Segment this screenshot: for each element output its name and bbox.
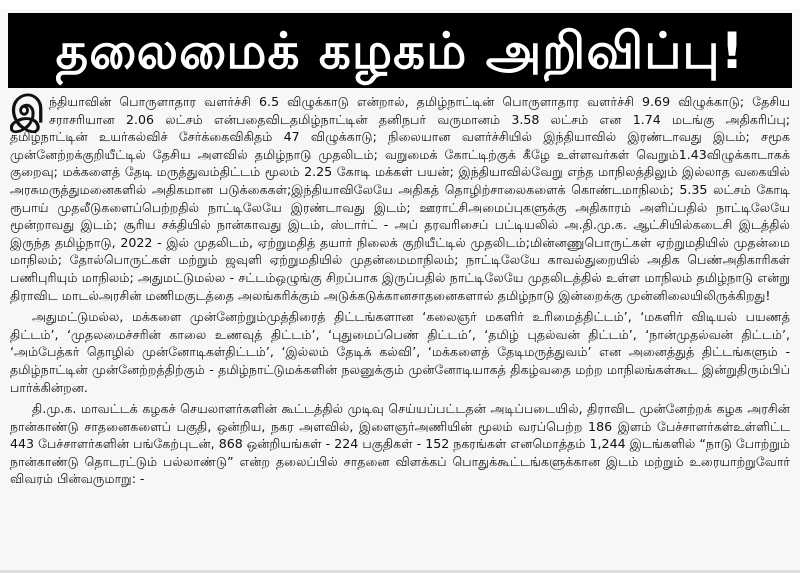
top-strip	[0, 0, 800, 9]
drop-cap: இ	[10, 93, 46, 131]
headline-title: தலைமைக் கழகம் அறிவிப்பு!	[55, 21, 745, 80]
article-paragraph-2: அதுமட்டுமல்ல, மக்களை முன்னேற்றும்முத்திரைத் திட்டங்களான ‘கலைஞர் மகளிர் உரிமைத்திட்டம்’, ‘மகளிர் விடியல் பயணத் திட்டம்’, ‘முதலமைச்சரின் காலை உணவுத் திட்டம்’, ‘புதுமைப்பெண் திட்டம்’, ‘தமிழ் புதல்வன் திட்டம்’, ‘நான்முதல்வன் திட்டம்’, ‘அம்பேத்கர் தொழில் முன்னோடிகள்திட்டம்’, ‘இல்லம் தேடிக் கல்வி’, ‘மக்களைத் தேடிமருத்துவம்’ என அனைத்துத் திட்டங்களும் - தமிழ்நாட்டின் முன்னேற்றத்திற்கும் - தமிழ்நாட்டுமக்களின் நலனுக்கும் முன்னோடியாகத் திகழ்வதை மற்ற மாநிலங்கள்கூட இன்றுதிரும்பிப் பார்க்கின்றன.	[10, 309, 790, 395]
paragraph-1-text: ந்தியாவின் பொருளாதார வளர்ச்சி 6.5 விழுக்காடு என்றால், தமிழ்நாட்டின் பொருளாதார வளர்ச்சி 9.69 விழுக்காடு; தேசிய சராசரியான 2.06 லட்சம் என்பதைவிடதமிழ்நாட்டின் தனிநபர் வருமானம் 3.58 லட்சம் என 1.74 மடங்கு அதிகரிப்பு; தமிழ்நாட்டின் உயர்கல்விச் சேர்க்கைவிகிதம் 47 விழுக்காடு; நிலையான வளர்ச்சியில் இந்தியாவில் இரண்டாவது இடம்; சமூக முன்னேற்றக்குறியீட்டில் தேசிய அளவில் தமிழ்நாடு முதலிடம்; வறுமைக் கோட்டிற்குக் கீழே உள்ளவர்கள் வெறும்1.43விழுக்காடாகக் குறைவு; மக்களைத் தேடி மருத்துவம்திட்டம் மூலம் 2.25 கோடி மக்கள் பயன்; இந்தியாவில்வேறு எந்த மாநிலத்திலும் இல்லாத வகையில் அரசுமருத்துமனைகளில் அதிகமான படுக்கைகள்;இந்தியாவிலேயே அதிகத் தொழிற்சாலைகளைக் கொண்டமாநிலம்; 5.35 லட்சம் கோடி ரூபாய் முதலீடுகளைப்பெற்றதில் நாட்டிலேயே இரண்டாவது இடம்; ஊராட்சிஅமைப்புகளுக்கு அதிகாரம் அளிப்பதில் நாட்டிலேயே மூன்றாவது இடம்; சூரிய சக்தியில் நான்காவது இடம், ஸ்டார்ட் - அப் தரவரிசைப் பட்டியலில் அ.தி.மு.க. ஆட்சியில்கடைசி இடத்தில் இருந்த தமிழ்நாடு, 2022 - இல் முதலிடம், ஏற்றுமதித் தயார் நிலைக் குறியீட்டில் முதலிடம்;மின்னணுபொருட்கள் ஏற்றுமதியில் முதன்மை மாநிலம்; தோல்பொருட்கள் மற்றும் ஜவுளி ஏற்றுமதியில் முதன்மைமாநிலம்; நாட்டிலேயே காவல்துறையில் அதிக பெண்அதிகாரிகள் பணிபுரியும் மாநிலம்; அதுமட்டுமல்ல - சட்டம்ஒழுங்கு சிறப்பாக இருப்பதில் நாட்டிலேயே முதலிடத்தில் உள்ள மாநிலம் தமிழ்நாடு என்று திராவிட மாடல்அரசின் மணிமகுடத்தை அலங்கரிக்கும் அடுக்கடுக்கானசாதனைகளால் தமிழ்நாடு இன்றைக்கு முன்னிலையிலிருக்கிறது!	[10, 94, 790, 303]
article-body	[10, 93, 790, 569]
article-paragraph-3: தி.மு.க. மாவட்டக் கழகச் செயலாளர்களின் கூட்டத்தில் முடிவு செய்யப்பட்டதன் அடிப்படையில், திராவிட முன்னேற்றக் கழக அரசின் நான்காண்டு சாதனைகளைப் பகுதி, ஒன்றிய, நகர அளவில், இளைஞர்அணியின் மூலம் வரப்பெற்ற 186 இளம் பேச்சாளர்கள்உள்ளிட்ட 443 பேச்சாளர்களின் பங்கேற்புடன், 868 ஒன்றியங்கள் - 224 பகுதிகள் - 152 நகரங்கள் எனமொத்தம் 1,244 இடங்களில் “நாடு போற்றும் நான்காண்டு தொடரட்டும் பல்லாண்டு” என்ற தலைப்பில் சாதனை விளக்கப் பொதுக்கூட்டங்களுக்கான இடம் மற்றும் உரையாற்றுவோர் விவரம் பின்வருமாறு: -	[10, 401, 790, 487]
article-paragraph-1	[10, 93, 790, 304]
headline-banner	[8, 13, 792, 88]
